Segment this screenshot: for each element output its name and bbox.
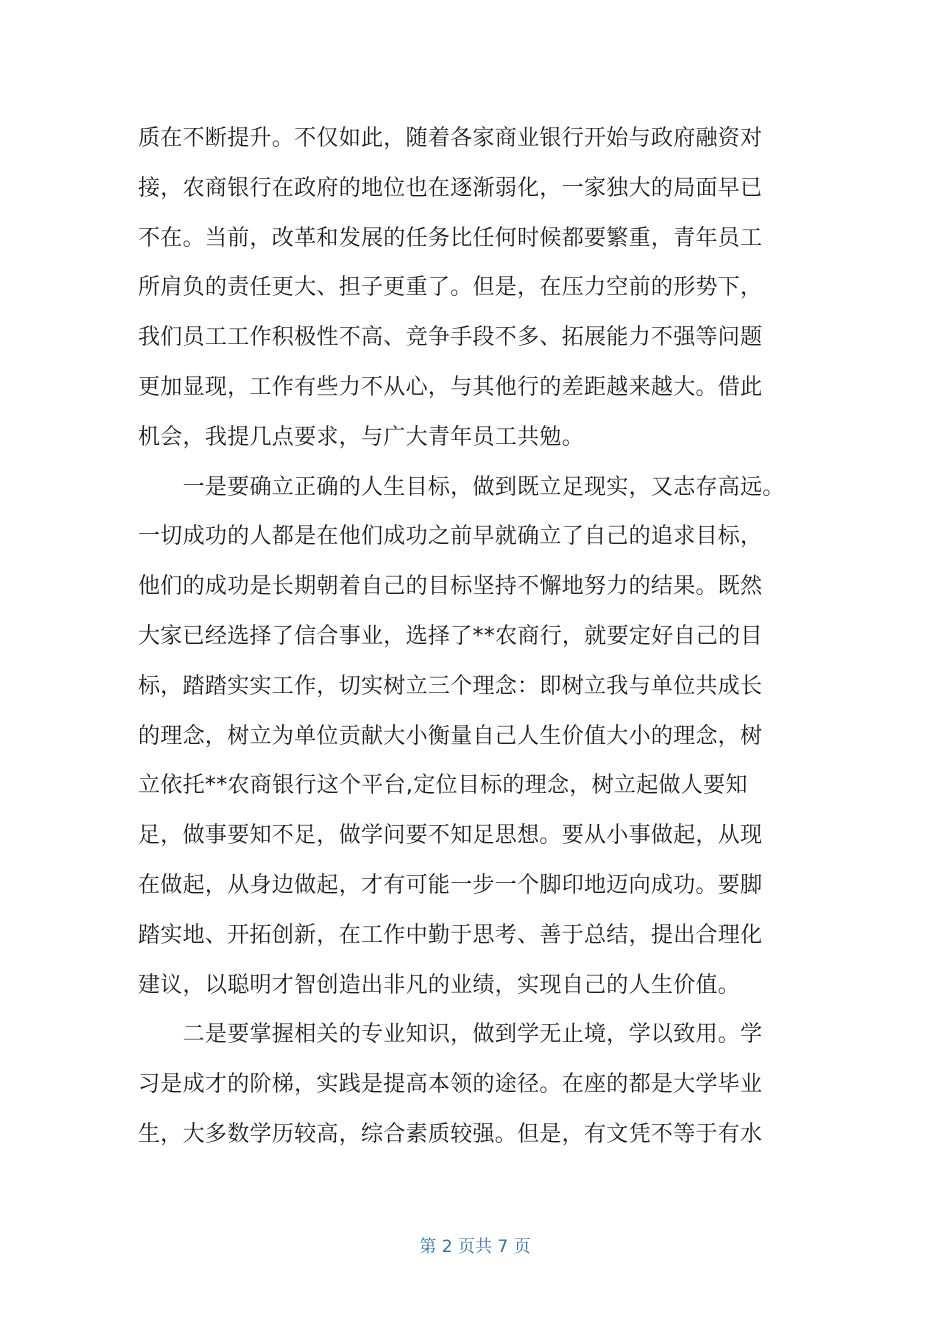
- text-line: 大家已经选择了信合事业，选择了**农商行，就要定好自己的目: [138, 623, 763, 649]
- text-line: 不在。当前，改革和发展的任务比任何时候都要繁重，青年员工: [138, 225, 763, 251]
- page-number-footer: 第 2 页共 7 页: [419, 1237, 531, 1257]
- text-line: 接，农商银行在政府的地位也在逐渐弱化，一家独大的局面早已: [138, 175, 763, 201]
- text-line: 生，大多数学历较高，综合素质较强。但是，有文凭不等于有水: [138, 1121, 763, 1147]
- text-line: 立依托**农商银行这个平台,定位目标的理念，树立起做人要知: [138, 773, 748, 799]
- text-line: 习是成才的阶梯，实践是提高本领的途径。在座的都是大学毕业: [138, 1072, 763, 1098]
- text-line: 踏实地、开拓创新，在工作中勤于思考、善于总结，提出合理化: [138, 922, 763, 948]
- text-line: 所肩负的责任更大、担子更重了。但是，在压力空前的形势下，: [138, 275, 763, 301]
- text-line: 机会，我提几点要求，与广大青年员工共勉。: [138, 424, 585, 450]
- body-text: [138, 114, 818, 1160]
- text-line: 他们的成功是长期朝着自己的目标坚持不懈地努力的结果。既然: [138, 574, 763, 600]
- text-line: 建议，以聪明才智创造出非凡的业绩，实现自己的人生价值。: [138, 972, 741, 998]
- text-line: 在做起，从身边做起，才有可能一步一个脚印地迈向成功。要脚: [138, 872, 763, 898]
- text-line: 的理念，树立为单位贡献大小衡量自己人生价值大小的理念，树: [138, 723, 763, 749]
- text-line: 足，做事要知不足，做学问要不知足思想。要从小事做起，从现: [138, 823, 763, 849]
- text-line: 一是要确立正确的人生目标，做到既立足现实，又志存高远。: [138, 474, 785, 500]
- text-line: 更加显现，工作有些力不从心，与其他行的差距越来越大。借此: [138, 374, 763, 400]
- text-line: 质在不断提升。不仅如此，随着各家商业银行开始与政府融资对: [138, 126, 763, 151]
- text-line: 我们员工工作积极性不高、竞争手段不多、拓展能力不强等问题: [138, 325, 763, 351]
- text-line: 标，踏踏实实工作，切实树立三个理念：即树立我与单位共成长: [138, 673, 763, 699]
- text-line: 二是要掌握相关的专业知识，做到学无止境，学以致用。学: [138, 1022, 763, 1048]
- text-line: 一切成功的人都是在他们成功之前早就确立了自己的追求目标，: [138, 524, 763, 550]
